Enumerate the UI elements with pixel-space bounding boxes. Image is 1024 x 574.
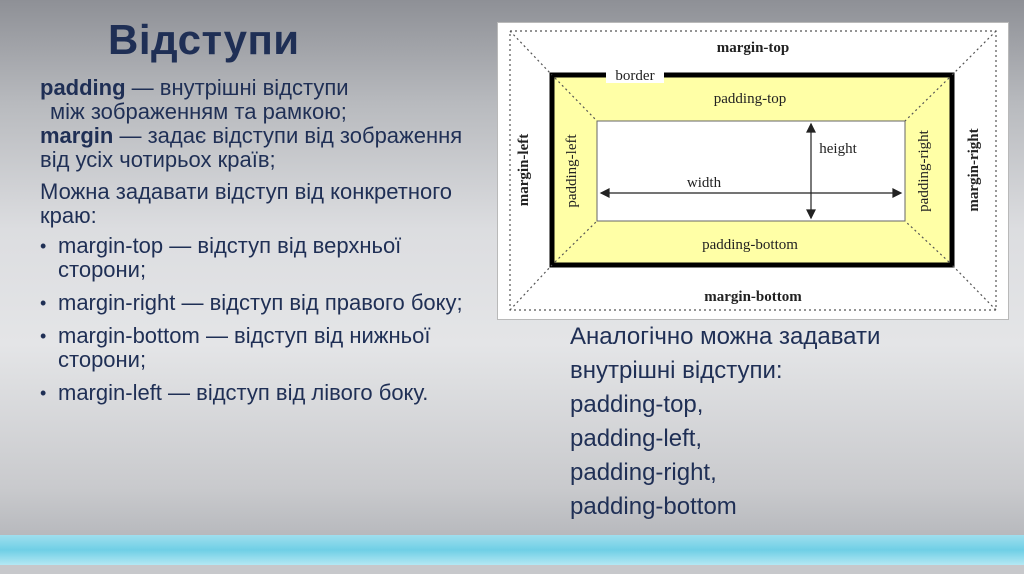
margin-definition [40, 124, 490, 172]
box-model-svg [498, 23, 1008, 319]
bottom-accent-bar [0, 535, 1024, 565]
bullet-margin-bottom: • margin-bottom — відступ від нижньої сторони; [40, 324, 490, 372]
bullet-margin-top: • margin-top — відступ від верхньої сторони; [40, 234, 490, 282]
margin-right-label: margin-right [966, 128, 982, 212]
padding-desc: — внутрішні відступи [125, 75, 349, 100]
padding-term: padding [40, 75, 126, 100]
margin-bullet-list [40, 234, 490, 405]
specific-edge-text: Можна задавати відступ від конкретного краю: [40, 179, 452, 228]
slide-title: Відступи [108, 16, 300, 63]
left-text-block [40, 76, 490, 414]
right-line-4: padding-left, [570, 425, 703, 452]
right-line-1: Аналогічно можна задавати [570, 323, 881, 350]
height-label: height [819, 141, 857, 157]
margin-desc: — задає відступи від зображення від усіх чотирьох країв; [40, 123, 463, 172]
content-box [597, 121, 905, 221]
margin-left-label: margin-left [516, 133, 532, 207]
margin-term: margin [40, 123, 114, 148]
margin-top-label: margin-top [716, 40, 790, 56]
padding-right-label: padding-right [916, 130, 932, 212]
padding-top-label: padding-top [713, 91, 787, 107]
border-label: border [615, 68, 655, 84]
right-line-5: padding-right, [570, 459, 717, 486]
box-model-diagram [497, 22, 1009, 320]
right-line-3: padding-top, [570, 391, 704, 418]
bullet-margin-left: • margin-left — відступ від лівого боку. [40, 381, 490, 405]
right-text-block [570, 320, 1000, 524]
padding-bottom-label: padding-bottom [702, 237, 798, 253]
padding-left-label: padding-left [564, 134, 580, 208]
padding-definition [40, 76, 490, 100]
right-line-6: padding-bottom [570, 493, 737, 520]
bottom-footer-line [0, 565, 1024, 574]
padding-desc-continued: між зображенням та рамкою; [50, 99, 347, 124]
margin-bottom-label: margin-bottom [704, 289, 802, 305]
width-label: width [686, 175, 722, 191]
right-line-2: внутрішні відступи: [570, 357, 783, 384]
bullet-margin-right: • margin-right — відступ від правого боку; [40, 291, 490, 315]
